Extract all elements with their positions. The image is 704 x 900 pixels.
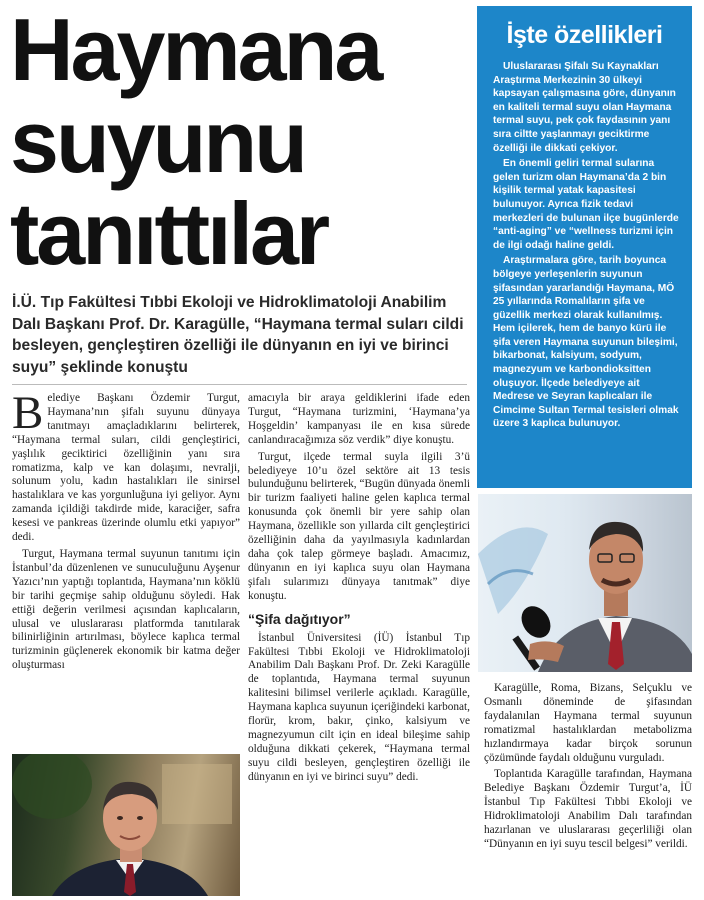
features-sidebar xyxy=(477,6,692,488)
sidebar-paragraph: En önemli geliri termal sularına gelen turizm olan Haymana’da 2 bin kişilik termal yatak kapasitesi bulunuyor. Ayrıca fizik tedavi merkezleri de bulunan ilçe bugünlerde “anti-aging” ve “wellness turizmi için de ilgi odağı haline geldi. xyxy=(493,158,679,251)
paragraph-text: elediye Başkanı Özdemir Turgut, Haymana’nın şifalı suyunu dünyaya tanıtmayı amaçladıklarını belirterek, “Haymana termal suları, cildi gençleştirici, yaşlılık geciktirici özelliğinin yanı sıra romatizma, kalp ve kan dolaşımı, nevralji, solunum yolu, kadın hastalıkları ile sinirsel hastalıklara ve kas yorgunluğuna iyi geliyor. Aynı zamanda içildiği takdirde mide, karaciğer, safra kesesi ve pankreas üzerinde olumlu etki yapıyor” dedi. xyxy=(12,392,240,544)
article-column-1 xyxy=(12,387,240,676)
drop-cap: B xyxy=(12,387,44,439)
article-column-2 xyxy=(248,392,470,788)
headline-line-2: suyunu xyxy=(10,92,305,191)
paragraph: Karagülle, Roma, Bizans, Selçuklu ve Osmanlı döneminde de şifasından faydalanılan Haymana termal suyunun romatizmal hastalıklardan metabolizma hızlandırmaya kadar birçok sorunun çözümünde faydalı olduğunu vurguladı. xyxy=(484,682,692,764)
headline xyxy=(10,0,472,283)
paragraph xyxy=(12,387,240,545)
sidebar-title: İşte özellikleri xyxy=(506,21,663,49)
sidebar-paragraph: Araştırmalara göre, tarih boyunca bölgeye yerleşenlerin suyunun şifasından yararlandığı Haymana, MÖ 25 yıllarında Romalıların şifa ve güzellik merkezi olarak kullanılmış. Hem içilerek, hem de banyo kürü ile şifa veren Haymana suyunun bileşimi, bikarbonat, kalsiyum, sodyum, magnezyum ve karbondioksitten oluşuyor. İlçede belediyeye ait Medrese ve Seyran kaplıcaları ile Cimcime Sultan Termal tesisleri olmak üzere 3 kaplıca bulunuyor. xyxy=(493,255,679,430)
paragraph: amacıyla bir araya geldiklerini ifade eden Turgut, “Haymana turizmini, ‘Haymana’ya Hoşgeldin’ kampanyası ile en kısa sürede canlandıracağımıza söz verdik” diye konuştu. xyxy=(248,392,470,446)
article-deck: İ.Ü. Tıp Fakültesi Tıbbi Ekoloji ve Hidroklimatoloji Anabilim Dalı Başkanı Prof. Dr. Karagülle, “Haymana termal suları cildi besleyen, gençleştiren özelliği ile dünyanın en iyi ve birinci suyu” şeklinde konuştu xyxy=(12,294,464,376)
paragraph: İstanbul Üniversitesi (İÜ) İstanbul Tıp Fakültesi Tıbbi Ekoloji ve Hidroklimatoloji Anabilim Dalı Başkanı Prof. Dr. Zeki Karagülle de toplantıda, Haymana termal suyunun kalitesini bilimsel verilerle açıkladı. Karagülle, Haymana kaplıca suyunun içeriğindeki karbonat, florür, krom, bakır, çinko, kalsiyum ve magnezyumun cilt için en ideal bileşime sahip olduğuna dikkati çekerek, “Haymana termal suyu cildi besleyen, gençleştiren özelliği ile dünyanın en iyi ve birinci suyu” dedi. xyxy=(248,631,470,783)
professor-portrait-illustration xyxy=(478,494,692,672)
mayor-photo xyxy=(12,754,240,896)
sidebar-paragraph: Uluslararası Şifalı Su Kaynakları Araştırma Merkezinin 30 ülkeyi kapsayan çalışmasına göre, dünyanın en kaliteli termal suyu olan Haymana termal suyu, pek çok faydasının yanı sıra ciltte yaşlanmayı geciktirme özelliği ile dikkati çekiyor. xyxy=(493,61,676,154)
headline-line-3: tanıttılar xyxy=(10,184,328,283)
article-column-3 xyxy=(484,682,692,855)
paragraph: Turgut, ilçede termal suyla ilgili 3’ü belediyeye 10’u özel sektöre ait 13 tesis bulunduğunu belirterek, “Bugün dünyada önemli bir turizm faaliyeti haline gelen kaplıca termal konusunda çok önemli bir yere sahip olan Haymana, özellikle son yıllarda cilt gençleştirici özelliğinin daha da yayılmasıyla kadınlardan daha çok talep görmeye başladı. Amacımız, dünyanın en iyi kaplıca suyu olan Haymana şifalı sularımızı dünyaya tanıtmak” diye konuştu. xyxy=(248,450,470,602)
paragraph: Turgut, Haymana termal suyunun tanıtımı için İstanbul’da düzenlenen ve sunuculuğunu Ayşenur Yazıcı’nın yaptığı toplantıda, Haymana’nın köklü bir tarihi geçmişe sahip olduğunu söyledi. Hak ettiği değerin verilmesi açısından kaplıcaların, ulusal ve uluslararası platformda tanıtılarak bilinirliğinin artırılması, böylece kaplıca termal turizminin güçlenerek ekonomik bir katma değer oluşturması xyxy=(12,547,240,672)
headline-line-1: Haymana xyxy=(10,0,381,99)
mayor-portrait-illustration xyxy=(12,754,240,896)
deck-divider xyxy=(12,384,467,385)
sidebar-body xyxy=(477,60,692,431)
paragraph: Toplantıda Karagülle tarafından, Haymana Belediye Başkanı Özdemir Turgut’a, İÜ İstanbul Tıp Fakültesi Tıbbi Ekoloji ve Hidroklimatoloji Anabilim Dalı tarafından hazırlanan ve uluslararası geçerliliği olan “Dünyanın en iyi suyu tescil belgesi” verildi. xyxy=(484,768,692,850)
subheading: “Şifa dağıtıyor” xyxy=(248,610,351,627)
professor-photo xyxy=(478,494,692,672)
